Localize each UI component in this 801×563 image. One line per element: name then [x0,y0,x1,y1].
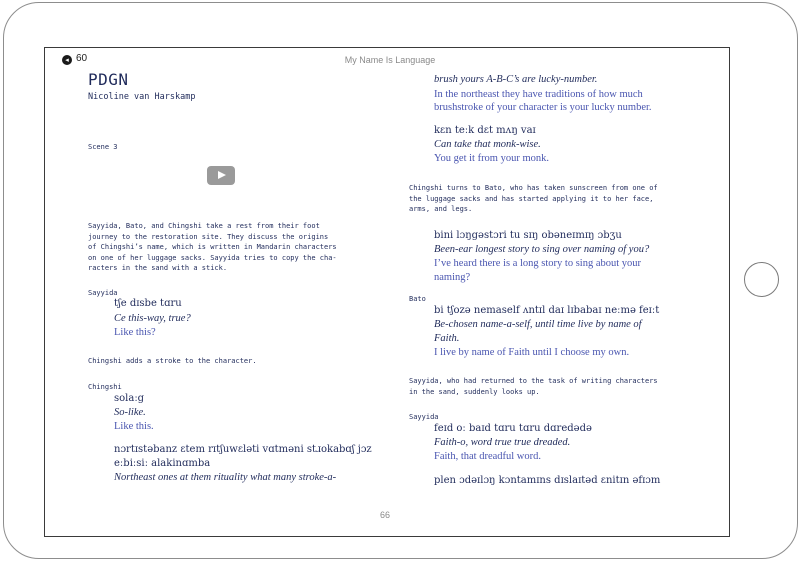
translation-line: You get it from your monk. [434,153,550,164]
speaker-label: Bato [409,295,426,303]
translation-line: I’ve heard there is a long story to sing about your [434,258,642,269]
direction-line: Sayyida, Bato, and Chingshi take a rest from their foot [88,222,320,230]
direction-line: Sayyida, who had returned to the task of writing characters [409,377,658,385]
gloss-line: Be-chosen name-a-self, until time live by name of [434,319,642,330]
stage-direction-4 [409,376,709,397]
play-icon [218,171,226,179]
gloss-line: Can take that monk-wise. [434,139,541,150]
page-number-bottom: 66 [379,510,390,520]
story-author: Nicoline van Harskamp [88,92,196,102]
stage-direction-3 [409,183,709,215]
ipa-line: nɔrtɪstəbanz ɛtem rɪtʃuwɛləti vɑtməni stɹokabɑʃ jɔz [114,444,372,455]
direction-line: racters in the sand with a stick. [88,264,228,273]
ipa-line: kɛn teːk dɛt mʌŋ vaɪ [434,125,536,136]
gloss-line: Faith. [434,333,460,344]
direction-line: Chingshi turns to Bato, who has taken sunscreen from one of [409,184,658,192]
translation-line: brushstroke of your character is your lucky number. [434,102,652,113]
direction-line: on one of her luggage sacks. Sayyida tries to copy the cha- [88,253,337,262]
ipa-line: eːbiːsiː alakinɑmba [114,458,211,469]
stage-direction-2: Chingshi adds a stroke to the character. [88,357,257,365]
home-button[interactable] [744,262,779,297]
translation-line: Faith, that dreadful word. [434,451,542,462]
stage-direction-1 [88,221,378,274]
gloss-line: Northeast ones at them rituality what many stroke-a- [114,472,337,483]
direction-line: the luggage sacks and has started applying it to her face, [409,194,654,203]
ipa-line: feɪd oː baɪd tɑru tɑru dɑredədə [434,423,592,434]
page-number-top: 60 [76,53,88,64]
gloss-line: So-like. [114,407,146,418]
translation-line: I live by name of Faith until I choose my own. [434,347,630,358]
gloss-line: Faith-o, word true true dreaded. [434,437,571,448]
ipa-line: bi tʃozə nemaself ʌntɪl daɪ lɪbabaɪ neːmə feɪːt [434,305,660,316]
direction-line: in the sand, suddenly looks up. [409,387,540,396]
ipa-line: tʃe dɪsbe tɑru [114,298,182,309]
audio-play-button[interactable] [207,166,235,185]
speaker-label: Chingshi [88,383,122,391]
gloss-line: Been-ear longest story to sing over naming of you? [434,244,650,255]
direction-line: arms, and legs. [409,205,473,214]
story-title: PDGN [88,70,129,89]
ipa-line: solaːg [114,393,145,404]
book-title: My Name Is Language [344,55,436,65]
back-icon[interactable]: ◂ [62,55,72,65]
speaker-label: Sayyida [409,413,439,421]
direction-line: journey to the restoration site. They discuss the origins [88,232,329,241]
direction-line: of Chingshi’s name, which is written in Mandarin characters [88,243,337,252]
translation-line: Like this? [114,327,156,338]
translation-line: In the northeast they have traditions of how much [434,89,643,100]
scene-label: Scene 3 [88,143,118,151]
ipa-line: plen ɔdəɪlɔŋ kɔntamɪns dɪslaɪtəd ɛnitɪn əfɪɔm [434,475,661,486]
gloss-line: brush yours A-B-C’s are lucky-number. [434,74,598,85]
translation-line: naming? [434,272,471,283]
translation-line: Like this. [114,421,154,432]
gloss-line: Ce this-way, true? [114,313,191,324]
speaker-label: Sayyida [88,289,118,297]
ipa-line: bini lɔŋgəstɔri tu sɪŋ obəneɪmɪŋ ɔbʒu [434,230,622,241]
